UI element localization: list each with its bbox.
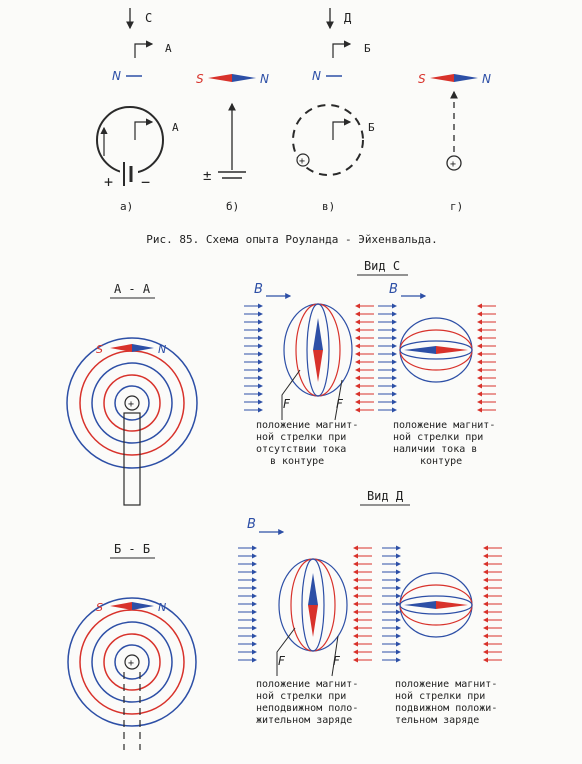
charge-plus-bb: + — [128, 658, 135, 669]
b-label-c1: B — [254, 282, 263, 297]
view-d-right-field — [382, 548, 502, 660]
arrow-d-label: Д — [344, 11, 352, 25]
desc-d-right-1: положение магнит- — [395, 679, 498, 690]
desc-d-left-3: неподвижном поло- — [256, 703, 359, 714]
panel-a — [97, 8, 179, 213]
panel-v — [293, 8, 375, 213]
sub-b: б) — [226, 200, 240, 213]
view-c-right-field — [378, 282, 496, 410]
charge-plus-v: + — [299, 156, 306, 167]
f-label-d2: F — [333, 654, 340, 668]
view-c-right-description — [393, 420, 495, 467]
desc-c-right-3: наличии тока в — [393, 444, 478, 455]
desc-c-right-1: положение магнит- — [393, 420, 496, 431]
desc-c-left-4: в контуре — [270, 456, 325, 467]
charge-plus-aa: + — [128, 399, 135, 410]
section-b-label-2: Б — [368, 121, 375, 134]
concentric-field-bb — [68, 598, 196, 750]
n-pole-label: N — [112, 69, 121, 83]
section-bb-title: Б - Б — [113, 542, 151, 556]
desc-d-left-1: положение магнит- — [256, 679, 359, 690]
charge-plus-g: + — [450, 159, 457, 170]
desc-c-right-4: контуре — [420, 456, 463, 467]
s-pole-bb: S — [96, 601, 103, 614]
b-label-d1: B — [247, 517, 256, 532]
arrow-c-label: С — [145, 11, 153, 25]
b-label-c2: B — [389, 282, 398, 297]
n-pole-label-b: N — [260, 72, 269, 86]
s-pole-label: S — [196, 72, 204, 86]
desc-d-right-3: подвижном положи- — [395, 703, 498, 714]
sub-v: в) — [322, 200, 336, 213]
section-a-label-2: А — [172, 121, 179, 134]
panel-g — [418, 72, 491, 213]
view-c-left-field — [244, 282, 374, 420]
n-pole-label-g: N — [482, 72, 491, 86]
desc-d-left-4: жительном заряде — [256, 715, 353, 726]
section-a-label: А — [165, 42, 172, 55]
n-pole-bb: N — [158, 601, 167, 614]
desc-d-right-4: тельном заряде — [395, 715, 480, 726]
desc-d-right-2: ной стрелки при — [395, 691, 486, 702]
desc-c-left-1: положение магнит- — [256, 420, 359, 431]
minus-sign: − — [141, 173, 151, 191]
s-pole-label-g: S — [418, 72, 426, 86]
figure-caption: Рис. 85. Схема опыта Роуланда - Эйхенвальда. — [146, 233, 438, 246]
f-label-d1: F — [278, 654, 285, 668]
view-d-title: Вид Д — [366, 489, 404, 503]
desc-d-left-2: ной стрелки при — [256, 691, 347, 702]
s-pole-aa: S — [96, 343, 103, 356]
n-pole-aa: N — [158, 343, 167, 356]
section-aa-title: А - А — [113, 282, 151, 296]
n-pole-label-v: N — [312, 69, 321, 83]
view-d-left-description — [256, 679, 358, 726]
view-c-title: Вид С — [363, 259, 401, 273]
sub-a: а) — [120, 200, 134, 213]
desc-c-right-2: ной стрелки при — [393, 432, 484, 443]
desc-c-left-3: отсутствии тока — [256, 444, 347, 455]
view-d-left-field — [238, 517, 372, 676]
panel-b — [196, 72, 269, 213]
plusminus-sign: ± — [203, 168, 212, 184]
f-label-c2: F — [336, 397, 343, 411]
sub-g: г) — [450, 200, 464, 213]
view-d-right-description — [395, 679, 497, 726]
plus-sign: + — [104, 173, 114, 191]
section-b-label: Б — [364, 42, 371, 55]
f-label-c1: F — [283, 397, 290, 411]
desc-c-left-2: ной стрелки при — [256, 432, 347, 443]
concentric-field-aa — [67, 338, 197, 505]
view-c-left-description — [256, 420, 358, 467]
